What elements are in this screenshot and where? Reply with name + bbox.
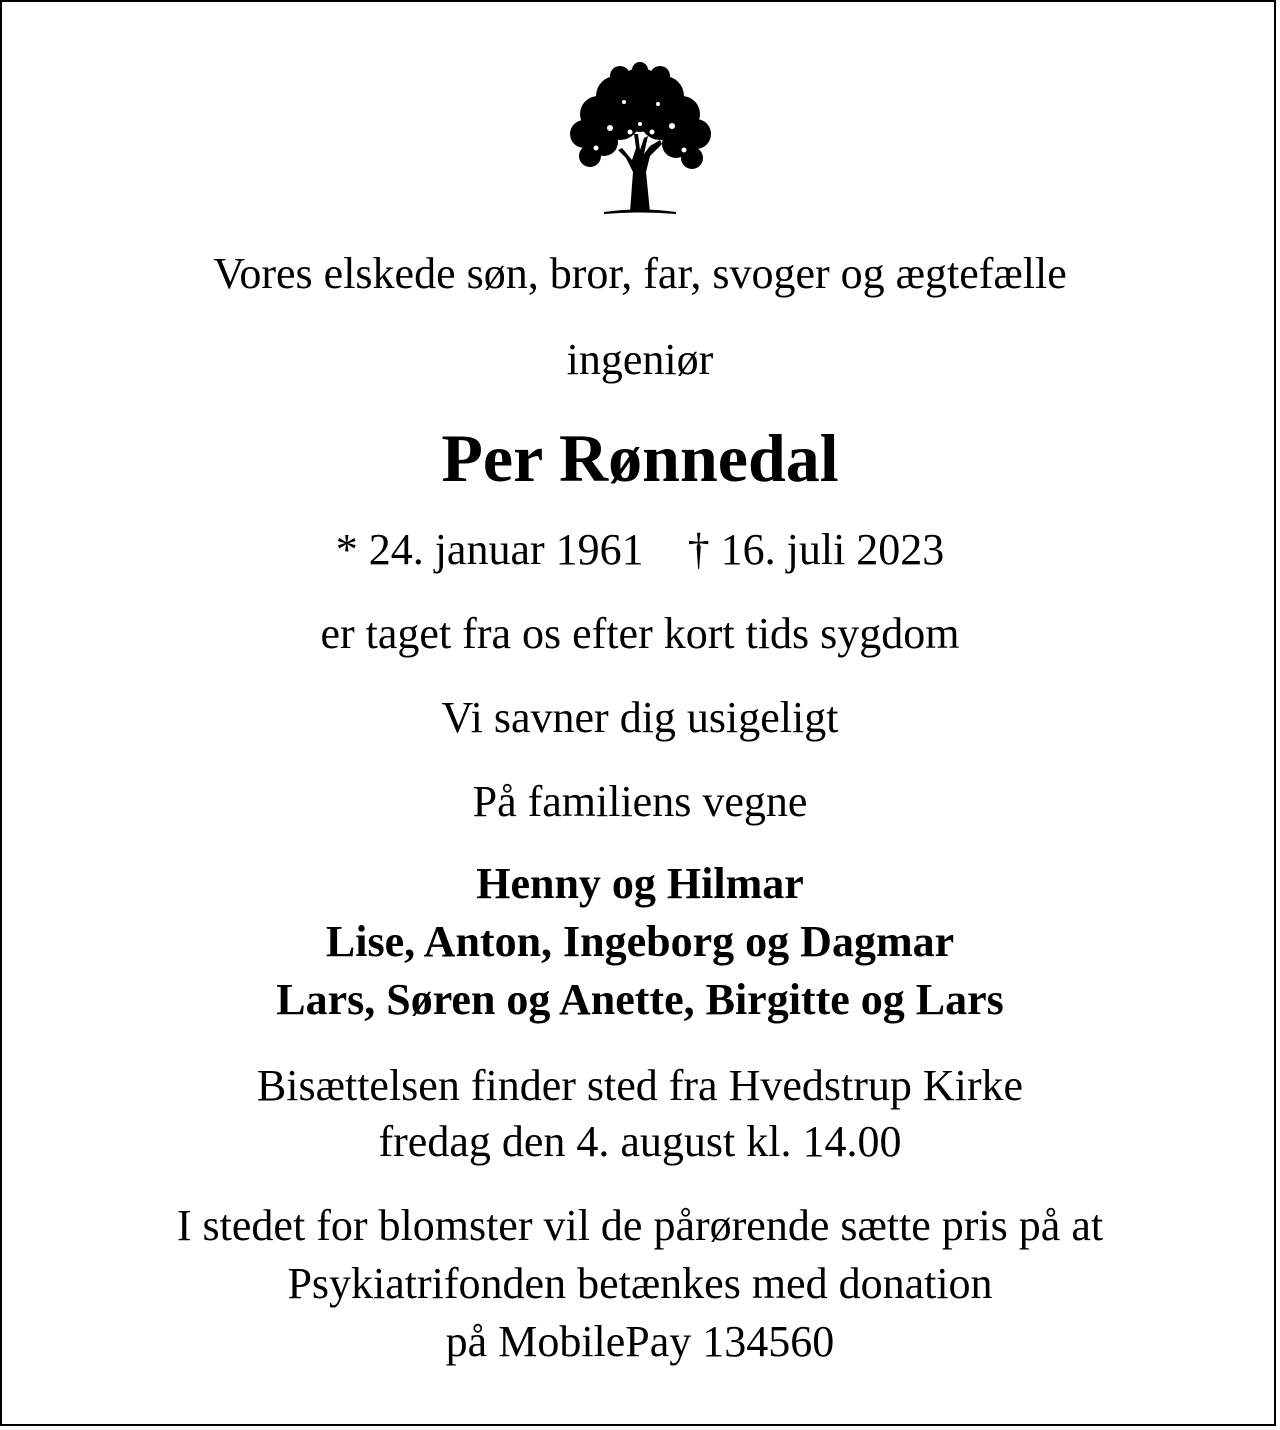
family-line: Henny og Hilmar [476,859,804,908]
family-line: Lise, Anton, Ingeborg og Dagmar [325,917,955,966]
family-line: Lars, Søren og Anette, Birgitte og Lars [276,975,1004,1024]
dates-line [0,525,1280,574]
funeral-line: fredag den 4. august kl. 14.00 [378,1117,902,1166]
donation-line: på MobilePay 134560 [445,1317,835,1366]
funeral-line: Bisættelsen finder sted fra Hvedstrup Kirke [256,1061,1024,1110]
birth-date: * 24. januar 1961 [335,525,644,574]
on-behalf-text: På familiens vegne [472,777,808,826]
passing-text: er taget fra os efter kort tids sygdom [320,609,960,658]
missed-text: Vi savner dig usigeligt [441,693,839,742]
death-date: † 16. juli 2023 [687,525,945,574]
profession-text: ingeniør [566,335,714,384]
intro-text: Vores elskede søn, bror, far, svoger og ægtefælle [213,249,1067,298]
deceased-name: Per Rønnedal [441,420,839,496]
donation-line: I stedet for blomster vil de pårørende sætte pris på at [176,1201,1104,1250]
donation-line: Psykiatrifonden betænkes med donation [287,1259,993,1308]
tree-icon [560,62,720,218]
